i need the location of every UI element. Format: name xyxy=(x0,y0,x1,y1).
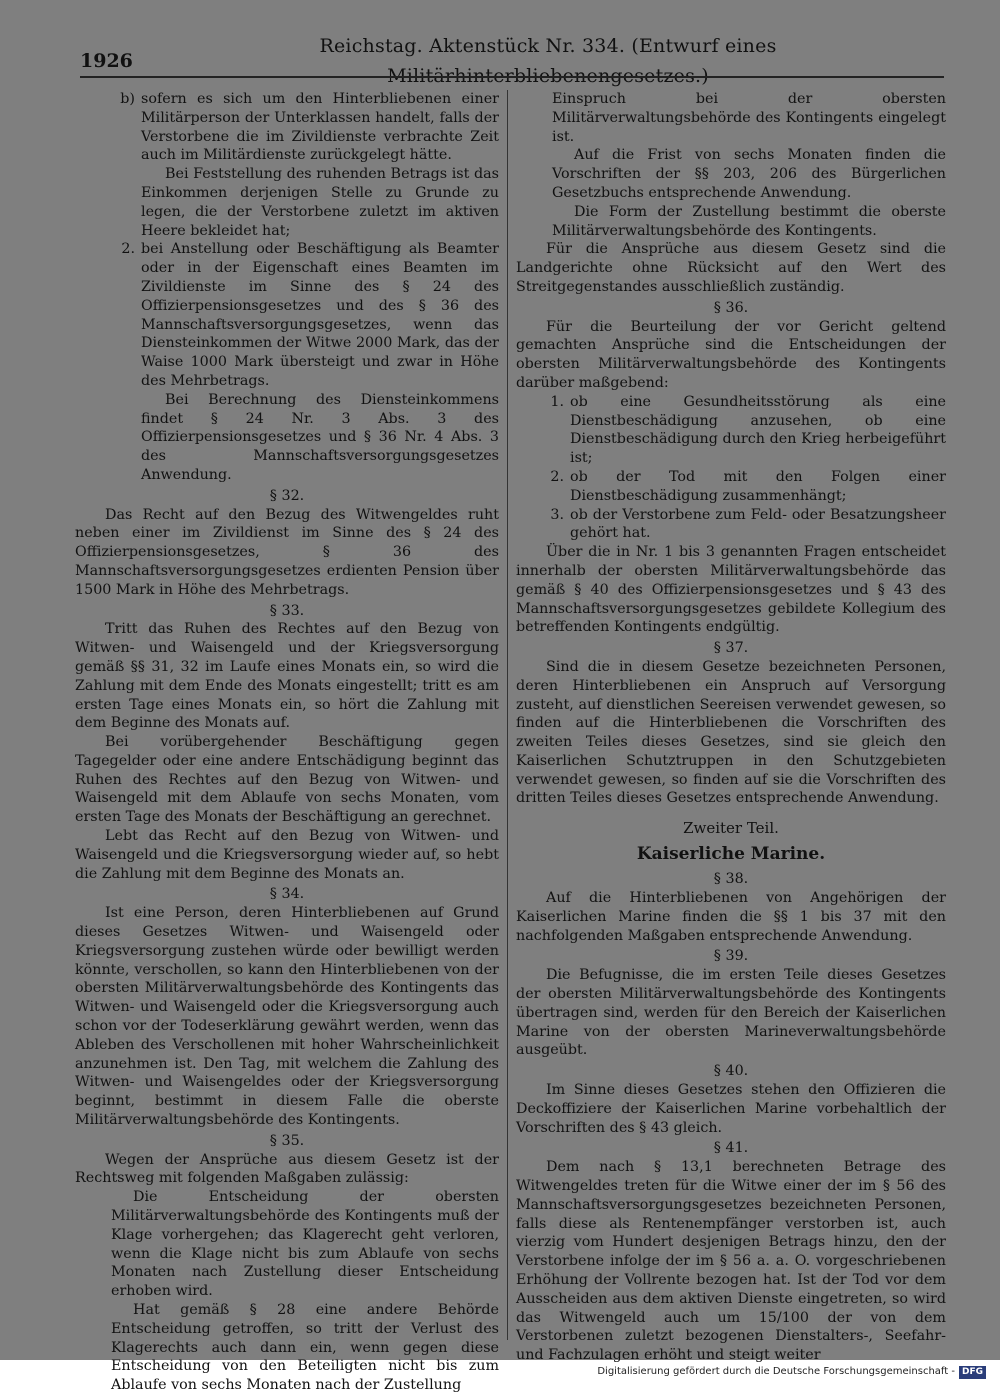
section-heading: § 41. xyxy=(713,1140,749,1157)
funding-note: Digitalisierung gefördert durch die Deutsche Forschungsgemeinschaft - xyxy=(597,1366,955,1377)
section-heading: § 32. xyxy=(269,487,305,504)
item-marker: 1. xyxy=(550,393,564,410)
page-header xyxy=(80,35,940,87)
paragraph: Für die Ansprüche aus diesem Gesetz sind die Landgerichte ohne Rücksicht auf den Wert des Streitgegenstandes ausschließlich zuständig. xyxy=(516,241,946,295)
paragraph: Die Entscheidung der obersten Militärverwaltungsbehörde des Kontingents muß der Klage vorhergehen; das Klagerecht geht verloren, wenn die Klage nicht bis zum Ablaufe von sechs Monaten nach Zustellung dieser Entscheidung erhoben wird. xyxy=(111,1189,499,1300)
section-heading: § 37. xyxy=(713,640,749,657)
running-title: Reichstag. Aktenstück Nr. 334. (Entwurf eines Militärhinterbliebenengesetzes.) xyxy=(319,35,777,87)
paragraph: Hat gemäß § 28 eine andere Behörde Entscheidung getroffen, so tritt der Verlust des Klagerechts auch dann ein, wenn gegen diese Entscheidung von den Beteiligten nicht bis zum Ablaufe von sechs Monaten nach der Zustellung xyxy=(111,1302,499,1394)
item-text: ob der Verstorbene zum Feld- oder Besatzungsheer gehört hat. xyxy=(570,506,946,542)
right-column xyxy=(516,90,946,1364)
paragraph: Ist eine Person, deren Hinterbliebenen auf Grund dieses Gesetzes Witwen- und Waisengeld oder Kriegsversorgung zustehen würde oder bewilligt werden könnte, verschollen, so kann den Hinterbliebenen von der obersten Militärverwaltungsbehörde des Kontingents das Witwen- und Waisengeld oder die Kriegsversorgung auch schon vor der Todeserklärung gewährt werden, wenn das Ableben des Verschollenen mit hoher Wahrscheinlichkeit anzunehmen ist. Den Tag, mit welchem die Zahlung des Witwen- und Waisengeldes oder der Kriegsversorgung beginnt, bestimmt in diesem Falle die oberste Militärverwaltungsbehörde des Kontingents. xyxy=(75,905,499,1129)
item-text: ob eine Gesundheitsstörung als eine Dienstbeschädigung anzusehen, ob eine Dienstbeschädigung durch den Krieg herbeigeführt ist; xyxy=(570,393,946,467)
paragraph: Sind die in diesem Gesetze bezeichneten Personen, deren Hinterbliebenen ein Anspruch auf Versorgung zusteht, auf dienstlichen Seereisen verwendet gewesen, so finden auf die Hinterbliebenen die Vorschriften des zweiten Teiles dieses Gesetzes, sind sie gleich den Kaiserlichen Schutztruppen in den Schutzgebieten verwendet gewesen, so finden auf sie die Vorschriften des dritten Teiles dieses Gesetzes entsprechende Anwendung. xyxy=(516,658,946,807)
paragraph: Auf die Frist von sechs Monaten finden die Vorschriften der §§ 203, 206 des Bürgerlichen Gesetzbuchs entsprechende Anwendung. xyxy=(552,147,946,201)
section-heading: § 34. xyxy=(269,886,305,903)
section-heading: § 36. xyxy=(713,299,749,316)
item-text: sofern es sich um den Hinterbliebenen einer Militärperson der Unterklassen handelt, falls der Verstorbene die im Zivildienste verbrachte Zeit auch im Militärdienste zurückgelegt hätte. xyxy=(141,91,499,164)
section-heading: § 40. xyxy=(713,1063,749,1080)
paragraph: Lebt das Recht auf den Bezug von Witwen- und Waisengeld und die Kriegsversorgung wieder auf, so hebt die Zahlung mit dem Beginne des Monats an. xyxy=(75,828,499,882)
section-heading: § 39. xyxy=(713,948,749,965)
paragraph: Wegen der Ansprüche aus diesem Gesetz ist der Rechtsweg mit folgenden Maßgaben zulässig: xyxy=(75,1151,499,1187)
page-number: 1926 xyxy=(80,50,133,72)
part-label: Zweiter Teil. xyxy=(683,819,779,838)
item-marker: 2. xyxy=(121,241,135,258)
digitization-footer xyxy=(560,1364,986,1380)
dfg-logo-icon: DFG xyxy=(959,1366,986,1379)
paragraph: Bei vorübergehender Beschäftigung gegen Tagegelder oder eine andere Entschädigung beginnt das Ruhen des Rechtes auf den Bezug von Witwen- und Waisengeld mit dem Ablaufe von sechs Monaten, vom ersten Tage des Monats der Beschäftigung an gerechnet. xyxy=(75,734,499,826)
part-title: Kaiserliche Marine. xyxy=(636,844,826,865)
item-marker: 3. xyxy=(550,506,564,523)
item-text: bei Anstellung oder Beschäftigung als Beamter oder in der Eigenschaft eines Beamten im Zivildienste im Sinne des § 24 des Offizierpensionsgesetzes und des § 36 des Mannschaftsversorgungsgesetzes, wenn das Diensteinkommen der Witwe 2000 Mark, das der Waise 1000 Mark übersteigt und zwar in Höhe des Mehrbetrags. xyxy=(141,241,499,389)
item-text: ob der Tod mit den Folgen einer Dienstbeschädigung zusammenhängt; xyxy=(570,468,946,504)
list-item xyxy=(546,393,946,468)
paragraph: Auf die Hinterbliebenen von Angehörigen der Kaiserlichen Marine finden die §§ 1 bis 37 mit den nachfolgenden Maßgaben entsprechende Anwendung. xyxy=(516,890,946,944)
paragraph: Einspruch bei der obersten Militärverwaltungsbehörde des Kontingents eingelegt ist. xyxy=(552,91,946,145)
section-heading: § 33. xyxy=(269,602,305,619)
section-heading: § 35. xyxy=(269,1132,305,1149)
column-divider xyxy=(507,90,508,1340)
list-item xyxy=(117,90,499,165)
left-column xyxy=(75,90,499,1394)
paragraph: Für die Beurteilung der vor Gericht geltend gemachten Ansprüche sind die Entscheidungen der obersten Militärverwaltungsbehörde des Kontingents darüber maßgebend: xyxy=(516,318,946,391)
section-heading: § 38. xyxy=(713,871,749,888)
item-marker: 2. xyxy=(550,468,564,485)
paragraph: Die Befugnisse, die im ersten Teile dieses Gesetzes der obersten Militärverwaltungsbehörde des Kontingents übertragen sind, werden für den Bereich der Kaiserlichen Marine von der obersten Marineverwaltungsbehörde ausgeübt. xyxy=(516,967,946,1059)
paragraph: Das Recht auf den Bezug des Witwengeldes ruht neben einer im Zivildienst im Sinne des § 24 des Offizierpensionsgesetzes, § 36 des Mannschaftsversorgungsgesetzes erdienten Pension über 1500 Mark in Höhe des Mehrbetrags. xyxy=(75,506,499,598)
paragraph: Die Form der Zustellung bestimmt die oberste Militärverwaltungsbehörde des Kontingents. xyxy=(552,203,946,239)
header-rule xyxy=(80,76,944,78)
paragraph: Über die in Nr. 1 bis 3 genannten Fragen entscheidet innerhalb der obersten Militärverwaltungsbehörde das gemäß § 40 des Offizierpensionsgesetzes und § 43 des Mannschaftsversorgungsgesetzes gebildete Kollegium des betreffenden Kontingents endgültig. xyxy=(516,544,946,636)
paragraph: Bei Feststellung des ruhenden Betrags ist das Einkommen derjenigen Stelle zu Grunde zu legen, die der Verstorbene zuletzt im aktiven Heere bekleidet hat; xyxy=(141,166,499,239)
list-item xyxy=(546,506,946,544)
paragraph: Dem nach § 13,1 berechneten Betrage des Witwengeldes treten für die Witwe einer der im § 56 des Mannschaftsversorgungsgesetzes bezeichneten Personen, falls diese als Rentenempfänger verstorben ist, auch vierzig vom Hundert desjenigen Betrags hinzu, den der Verstorbene infolge der im § 56 a. a. O. vorgeschriebenen Erhöhung der Vollrente bezogen hat. Ist der Tod vor dem Ausscheiden aus dem aktiven Dienste eingetreten, so wird das Witwengeld auch um 15/100 der von dem Verstorbenen zuletzt bezogenen Dienstalters-, Seefahr- und Fachzulagen erhöht und steigt weiter xyxy=(516,1159,946,1364)
list-item xyxy=(97,240,499,390)
list-item xyxy=(546,468,946,506)
paragraph: Tritt das Ruhen des Rechtes auf den Bezug von Witwen- und Waisengeld und der Kriegsversorgung gemäß §§ 31, 32 im Laufe eines Monats ein, so wird die Zahlung mit dem Ende des Monats eingestellt; tritt es am ersten Tage eines Monats ein, so hört die Zahlung mit dem Beginne des Monats auf. xyxy=(75,621,499,732)
item-marker: b) xyxy=(120,91,135,107)
paragraph: Bei Berechnung des Diensteinkommens findet § 24 Nr. 3 Abs. 3 des Offizierpensionsgesetzes und § 36 Nr. 4 Abs. 3 des Mannschaftsversorgungsgesetzes Anwendung. xyxy=(141,391,499,483)
paragraph: Im Sinne dieses Gesetzes stehen den Offizieren die Deckoffiziere der Kaiserlichen Marine vorbehaltlich der Vorschriften des § 43 gleich. xyxy=(516,1082,946,1136)
